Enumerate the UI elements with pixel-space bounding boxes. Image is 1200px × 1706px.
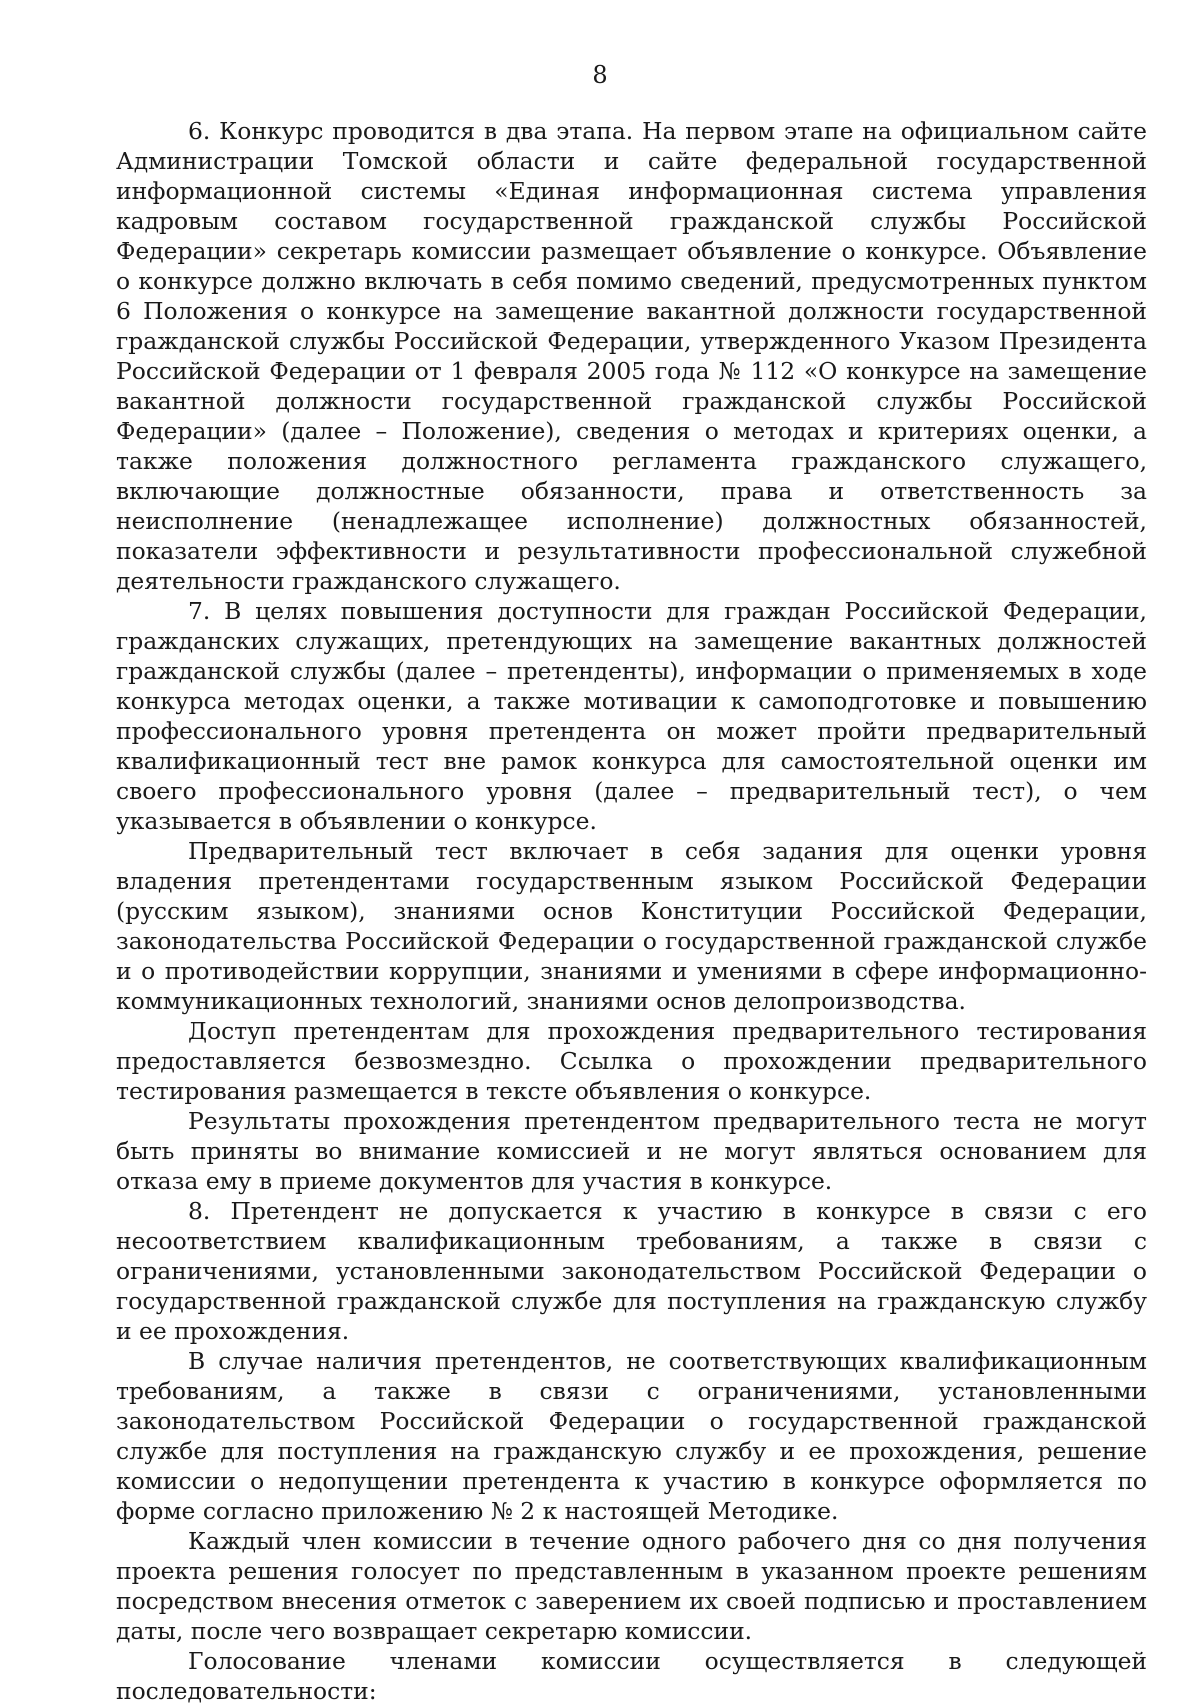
paragraph-test-access: Доступ претендентам для прохождения предварительного тестирования предоставляется безвозмездно. Ссылка о прохождении предварительного тестирования размещается в тексте объявления о конкурсе.: [116, 1017, 1147, 1105]
paragraph-non-admission: В случае наличия претендентов, не соответствующих квалификационным требованиям, а также в связи с ограничениями, установленными законодательством Российской Федерации о государственной гражданской службе для поступления на гражданскую службу и ее прохождения, решение комиссии о недопущении претендента к участию в конкурсе оформляется по форме согласно приложению № 2 к настоящей Методике.: [116, 1347, 1147, 1525]
paragraph-test-results: Результаты прохождения претендентом предварительного теста не могут быть приняты во внимание комиссией и не могут являться основанием для отказа ему в приеме документов для участия в конкурсе.: [116, 1107, 1147, 1195]
document-body: [116, 116, 1147, 1706]
paragraph-item-7: 7. В целях повышения доступности для граждан Российской Федерации, гражданских служащих, претендующих на замещение вакантных должностей гражданской службы (далее – претенденты), информации о применяемых в ходе конкурса методах оценки, а также мотивации к самоподготовке и повышению профессионального уровня претендента он может пройти предварительный квалификационный тест вне рамок конкурса для самостоятельной оценки им своего профессионального уровня (далее – предварительный тест), о чем указывается в объявлении о конкурсе.: [116, 597, 1147, 835]
paragraph-item-6: 6. Конкурс проводится в два этапа. На первом этапе на официальном сайте Администрации Томской области и сайте федеральной государственной информационной системы «Единая информационная система управления кадровым составом государственной гражданской службы Российской Федерации» секретарь комиссии размещает объявление о конкурсе. Объявление о конкурсе должно включать в себя помимо сведений, предусмотренных пунктом 6 Положения о конкурсе на замещение вакантной должности государственной гражданской службы Российской Федерации, утвержденного Указом Президента Российской Федерации от 1 февраля 2005 года № 112 «О конкурсе на замещение вакантной должности государственной гражданской службы Российской Федерации» (далее – Положение), сведения о методах и критериях оценки, а также положения должностного регламента гражданского служащего, включающие должностные обязанности, права и ответственность за неисполнение (ненадлежащее исполнение) должностных обязанностей, показатели эффективности и результативности профессиональной служебной деятельности гражданского служащего.: [116, 117, 1147, 595]
paragraph-member-vote: Каждый член комиссии в течение одного рабочего дня со дня получения проекта решения голосует по представленным в указанном проекте решениям посредством внесения отметок с заверением их своей подписью и проставлением даты, после чего возвращает секретарю комиссии.: [116, 1527, 1147, 1645]
paragraph-item-8: 8. Претендент не допускается к участию в конкурсе в связи с его несоответствием квалификационным требованиям, а также в связи с ограничениями, установленными законодательством Российской Федерации о государственной гражданской службе для поступления на гражданскую службу и ее прохождения.: [116, 1197, 1147, 1345]
paragraph-preliminary-test: Предварительный тест включает в себя задания для оценки уровня владения претендентами государственным языком Российской Федерации (русским языком), знаниями основ Конституции Российской Федерации, законодательства Российской Федерации о государственной гражданской службе и о противодействии коррупции, знаниями и умениями в сфере информационно-коммуникационных технологий, знаниями основ делопроизводства.: [116, 837, 1147, 1015]
page-number: 8: [592, 61, 608, 89]
paragraph-voting-order: Голосование членами комиссии осуществляется в следующей последовательности:: [116, 1647, 1147, 1705]
